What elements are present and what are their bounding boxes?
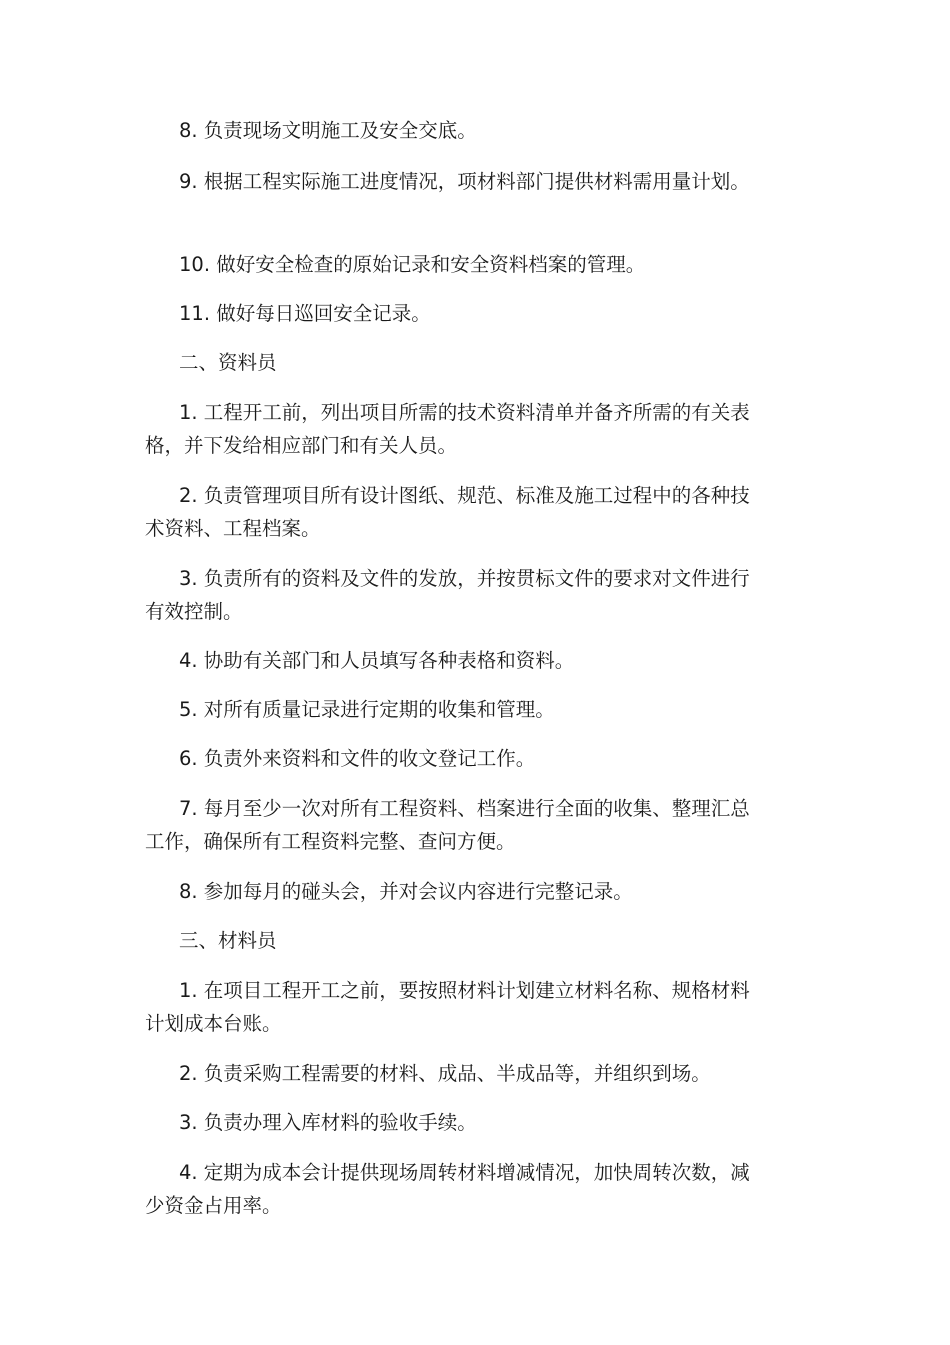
paragraph-clerk-item-7: 7. 每月至少一次对所有工程资料、档案进行全面的收集、整理汇总工作，确保所有工程资料完整、查问方便。 [145,797,750,853]
paragraph-clerk-item-6: 6. 负责外来资料和文件的收文登记工作。 [179,747,536,770]
paragraph-material-item-4: 4. 定期为成本会计提供现场周转材料增减情况，加快周转次数，减少资金占用率。 [145,1161,750,1217]
section-heading-material-clerk: 三、材料员 [179,929,277,952]
paragraph-material-item-3: 3. 负责办理入库材料的验收手续。 [179,1111,477,1134]
paragraph-item-8-civilized-construction: 8. 负责现场文明施工及安全交底。 [179,119,477,142]
paragraph-material-item-1: 1. 在项目工程开工之前，要按照材料计划建立材料名称、规格材料计划成本台账。 [145,979,750,1035]
section-heading-data-clerk: 二、资料员 [179,351,277,374]
paragraph-clerk-item-5: 5. 对所有质量记录进行定期的收集和管理。 [179,698,555,721]
paragraph-clerk-item-2: 2. 负责管理项目所有设计图纸、规范、标准及施工过程中的各种技术资料、工程档案。 [145,484,750,540]
paragraph-clerk-item-1: 1. 工程开工前，列出项目所需的技术资料清单并备齐所需的有关表格，并下发给相应部门和有关人员。 [145,401,750,457]
paragraph-clerk-item-8: 8. 参加每月的碰头会，并对会议内容进行完整记录。 [179,880,633,903]
paragraph-clerk-item-4: 4. 协助有关部门和人员填写各种表格和资料。 [179,649,575,672]
paragraph-clerk-item-3: 3. 负责所有的资料及文件的发放，并按贯标文件的要求对文件进行有效控制。 [145,567,750,623]
paragraph-item-11-daily-patrol: 11. 做好每日巡回安全记录。 [179,302,431,325]
paragraph-item-10-safety-records: 10. 做好安全检查的原始记录和安全资料档案的管理。 [179,253,646,276]
paragraph-item-9-material-plan: 9. 根据工程实际施工进度情况，项材料部门提供材料需用量计划。 [179,170,750,193]
paragraph-material-item-2: 2. 负责采购工程需要的材料、成品、半成品等，并组织到场。 [179,1062,711,1085]
